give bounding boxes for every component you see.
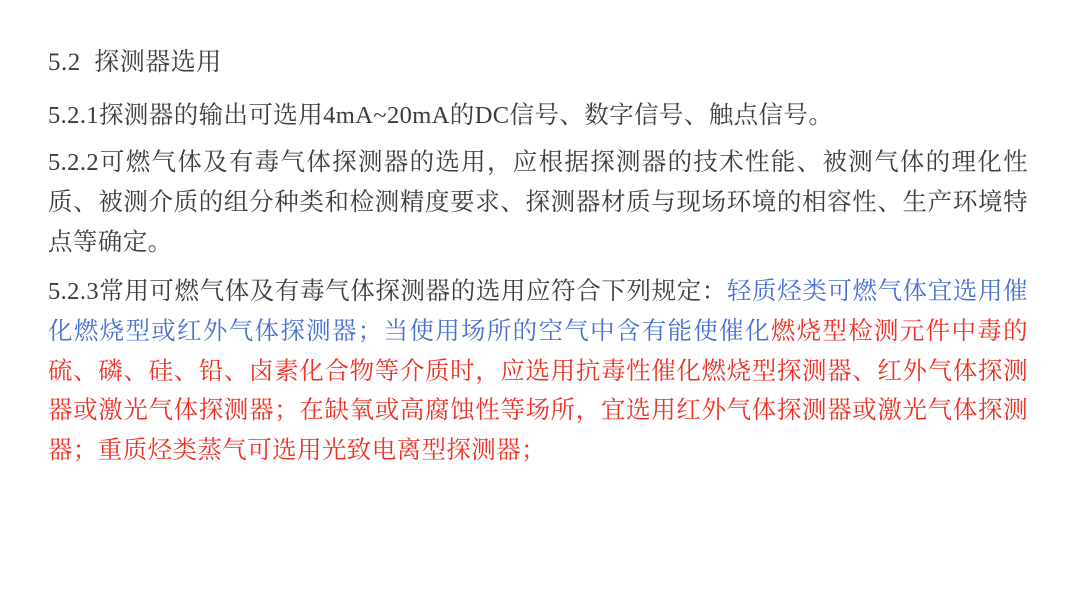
section-heading: 5.2 探测器选用 [48, 49, 222, 76]
paragraph-5-2-3 [48, 272, 1028, 470]
paragraph-text-blue: 轻质烃类可燃气体宜选用催化燃烧型或红外气体探测器；当使用场所的空气中含有能使催化 [48, 278, 1028, 345]
paragraph-text-red: 燃烧型检测元件中毒的硫、磷、硅、铅、卤素化合物等介质时，应选用抗毒性催化燃烧型探测器、红外气体探测器或激光气体探测器；在缺氧或高腐蚀性等场所，宜选用红外气体探测器或激光气体探测器；重质烃类蒸气可选用光致电离型探测器； [48, 317, 1029, 464]
paragraph-text: 5.2.1探测器的输出可选用4mA~20mA的DC信号、数字信号、触点信号。 [48, 101, 834, 129]
paragraph-text-default: 5.2.3常用可燃气体及有毒气体探测器的选用应符合下列规定： [48, 278, 727, 306]
paragraph-5-2-2 [48, 143, 1028, 262]
paragraph-5-2-1 [48, 96, 1028, 136]
paragraph-text: 5.2.2可燃气体及有毒气体探测器的选用，应根据探测器的技术性能、被测气体的理化性质、被测介质的组分种类和检测精度要求、探测器材质与现场环境的相容性、生产环境特点等确定。 [48, 149, 1028, 256]
